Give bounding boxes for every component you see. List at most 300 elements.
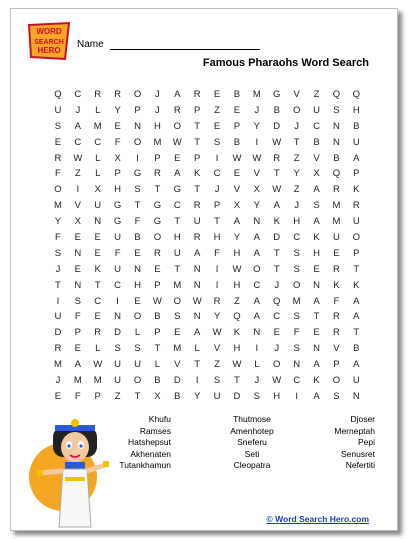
grid-letter: J [254,375,260,387]
name-blank-line [110,40,260,50]
word-item: Merneptah [334,425,375,436]
grid-letter: U [193,216,201,228]
grid-letter: U [114,375,122,387]
grid-letter: S [174,311,181,323]
grid-letter: H [233,343,241,355]
grid-letter: A [353,359,360,371]
grid-letter: O [133,311,142,323]
grid-letter: S [74,295,81,307]
grid-letter: S [54,247,62,259]
grid-letter: O [273,359,281,371]
grid-letter: I [215,263,219,275]
grid-letter: V [213,343,221,355]
grid-letter: G [113,216,122,228]
grid-letter: J [75,104,81,116]
grid-letter: J [274,343,280,355]
grid-letter: S [333,390,340,402]
grid-letter: W [272,136,282,148]
grid-letter: V [233,184,241,196]
grid-letter: N [313,279,320,291]
page-title: Famous Pharaohs Word Search [202,57,369,69]
grid-letter: J [155,89,160,100]
grid-letter: X [94,184,101,196]
grid-letter: B [134,232,141,244]
grid-letter: J [155,104,160,116]
grid-letter: E [154,263,161,275]
grid-letter: S [134,343,141,355]
grid-letter: U [134,359,141,371]
grid-letter: G [153,200,162,212]
grid-letter: U [114,359,122,371]
grid-letter: Y [54,216,62,228]
grid-letter: H [273,390,281,402]
grid-letter: K [194,168,201,180]
grid-letter: N [193,311,201,323]
grid-letter: J [55,263,61,275]
grid-letter: D [273,232,281,244]
grid-letter: W [272,375,282,387]
grid-letter: C [273,311,281,323]
grid-letter: P [154,152,161,164]
grid-letter: K [353,279,360,291]
word-item: Khufu [148,414,171,424]
grid-letter: S [213,136,221,148]
grid-letter: A [74,120,81,132]
grid-letter: M [153,136,162,148]
grid-letter: G [153,216,162,228]
grid-letter: I [136,152,139,164]
logo-line-1: WORD [36,27,62,36]
grid-letter: P [194,152,201,164]
grid-letter: E [134,247,141,259]
grid-letter: T [313,311,320,323]
grid-letter: L [194,343,200,355]
grid-letter: E [333,247,340,259]
grid-letter: A [253,247,261,259]
grid-letter: Y [194,390,201,402]
grid-letter: T [194,359,201,371]
word-item: Pepi [357,437,375,448]
grid-letter: N [134,263,141,275]
grid-letter: O [292,279,301,291]
grid-letter: R [332,184,340,196]
grid-letter: W [172,136,182,148]
grid-letter: P [333,359,340,371]
grid-letter: P [154,327,161,339]
grid-letter: R [94,89,102,100]
grid-letter: M [173,279,182,291]
grid-letter: A [253,311,261,323]
grid-letter: A [233,216,241,228]
grid-letter: R [153,247,161,259]
grid-letter: B [154,375,161,387]
grid-letter: R [173,104,181,116]
grid-letter: O [332,375,341,387]
grid-letter: D [233,390,241,402]
grid-letter: Z [293,152,300,164]
grid-letter: M [73,375,82,387]
grid-letter: I [195,375,199,387]
grid-letter: Z [234,295,240,307]
grid-letter: I [295,390,298,402]
grid-letter: W [152,295,162,307]
grid-letter: H [352,104,360,116]
word-item: Hatshepsut [128,437,171,448]
grid-letter: A [74,359,81,371]
grid-letter: M [93,375,102,387]
grid-letter: K [353,184,360,196]
grid-letter: P [233,120,241,132]
grid-letter: T [194,136,201,148]
word-item: Tutankhamun [119,460,171,471]
word-search-hero-logo [25,21,73,61]
grid-letter: K [313,232,320,244]
grid-letter: E [74,232,81,244]
grid-letter: B [233,89,241,100]
word-item: Seti [244,448,260,459]
worksheet-page [10,8,398,531]
grid-letter: C [313,120,320,132]
grid-letter: P [134,104,141,116]
grid-letter: H [153,120,161,132]
grid-letter: K [94,263,101,275]
grid-letter: W [252,152,262,164]
word-item: Akhenaten [130,448,171,459]
grid-letter: F [74,311,81,323]
grid-letter: B [353,343,360,355]
grid-letter: E [174,152,181,164]
grid-letter: T [353,327,360,339]
grid-letter: Z [74,168,81,180]
grid-letter: R [213,295,221,307]
grid-letter: L [95,168,101,180]
grid-letter: E [213,89,221,100]
grid-letter: Z [214,359,220,371]
grid-letter: S [333,104,340,116]
grid-letter: N [74,247,82,259]
grid-letter: G [273,89,281,100]
grid-letter: M [53,200,62,212]
grid-letter: P [154,279,161,291]
grid-letter: U [54,104,62,116]
grid-letter: A [273,200,280,212]
grid-letter: C [253,279,261,291]
grid-letter: T [273,263,280,275]
grid-letter: L [254,359,260,371]
grid-letter: F [74,390,81,402]
grid-letter: X [233,200,241,212]
grid-letter: C [74,89,82,100]
grid-letter: Q [54,89,62,100]
grid-letter: C [293,232,301,244]
grid-letter: J [254,104,260,116]
grid-letter: U [352,375,360,387]
grid-letter: C [94,136,102,148]
grid-letter: J [294,200,299,212]
grid-letter: T [154,343,161,355]
grid-letter: H [173,232,181,244]
grid-letter: E [313,263,320,275]
grid-letter: E [233,104,241,116]
grid-letter: N [193,279,201,291]
grid-letter: D [114,327,122,339]
grid-letter: S [313,200,320,212]
grid-letter: T [194,120,201,132]
grid-letter: Y [293,168,300,180]
word-item: Ramses [139,425,171,436]
grid-letter: S [54,120,62,132]
grid-letter: T [353,263,360,275]
grid-letter: V [333,343,340,355]
footer-link[interactable]: © Word Search Hero.com [266,514,369,524]
grid-letter: T [154,184,161,196]
grid-letter: T [55,279,61,291]
grid-letter: A [313,184,320,196]
grid-letter: W [73,152,83,164]
grid-letter: L [95,152,101,164]
grid-letter: D [173,375,181,387]
grid-letter: V [313,152,320,164]
word-list-col-3 [293,414,375,472]
grid-letter: L [95,343,101,355]
grid-letter: O [352,232,360,244]
grid-letter: T [134,390,141,402]
grid-letter: S [114,343,121,355]
grid-letter: H [233,279,241,291]
grid-letter: R [332,263,340,275]
grid-letter: B [154,311,161,323]
grid-letter: V [174,359,181,371]
grid-letter: A [353,311,360,323]
grid-letter: A [313,390,320,402]
word-item: Senusret [340,448,375,459]
grid-letter: Y [253,120,261,132]
grid-letter: Q [332,89,341,100]
grid-letter: O [133,136,142,148]
grid-letter: L [134,327,141,339]
grid-letter: M [93,120,102,132]
grid-letter: W [232,263,242,275]
grid-letter: G [173,184,181,196]
grid-letter: O [173,295,181,307]
grid-letter: N [134,120,141,132]
grid-letter: T [214,216,220,228]
grid-letter: P [74,327,81,339]
word-item: Amenhotep [230,425,274,436]
grid-letter: O [173,120,181,132]
grid-letter: A [353,152,360,164]
grid-letter: R [193,89,201,100]
grid-letter: S [293,263,300,275]
grid-letter: N [253,216,261,228]
grid-letter: C [213,168,221,180]
grid-letter: M [332,216,341,228]
grid-letter: H [293,216,301,228]
grid-letter: U [213,390,221,402]
grid-letter: J [274,279,280,291]
grid-letter: R [114,89,122,100]
grid-letter: U [114,232,122,244]
logo-line-2: SEARCH [34,39,64,46]
grid-letter: B [313,136,320,148]
grid-letter: F [55,168,61,180]
grid-letter: O [133,89,142,100]
grid-letter: H [313,247,320,259]
grid-letter: E [94,247,101,259]
grid-letter: F [134,216,141,228]
grid-letter: E [233,168,241,180]
grid-letter: C [74,136,82,148]
grid-letter: F [114,247,121,259]
grid-letter: W [232,152,242,164]
grid-letter: N [332,136,340,148]
grid-letter: U [332,232,340,244]
grid-letter: P [94,390,101,402]
grid-letter: F [114,136,121,148]
cleopatra-illustration [25,407,125,531]
grid-letter: E [273,327,280,339]
name-label: Name [77,39,104,50]
grid-letter: R [54,152,62,164]
grid-letter: I [255,136,259,148]
grid-letter: L [95,104,101,116]
grid-letter: O [153,232,162,244]
grid-letter: Y [253,200,261,212]
grid-letter: U [352,136,360,148]
grid-letter: U [114,263,122,275]
grid-letter: R [193,232,201,244]
grid-letter: S [213,375,221,387]
grid-letter: U [94,200,102,212]
grid-letter: A [313,295,320,307]
grid-letter: R [332,327,340,339]
grid-letter: A [194,327,201,339]
grid-letter: L [154,359,161,371]
grid-letter: I [56,295,60,307]
grid-letter: C [173,200,181,212]
grid-letter: O [253,263,261,275]
grid-letter: Y [233,232,241,244]
grid-letter: Y [213,311,221,323]
grid-letter: U [352,216,360,228]
grid-letter: P [194,104,201,116]
grid-letter: A [353,295,360,307]
grid-letter: J [55,375,61,387]
grid-letter: V [253,168,261,180]
logo-line-3: HERO [37,46,61,55]
grid-letter: N [332,120,340,132]
grid-letter: K [233,327,241,339]
grid-letter: S [253,390,261,402]
grid-letter: M [292,295,301,307]
grid-letter: T [174,216,181,228]
grid-letter: S [293,247,300,259]
grid-letter: N [352,390,360,402]
grid-letter: T [134,200,141,212]
grid-letter: E [114,120,121,132]
grid-letter: N [94,216,102,228]
grid-letter: H [114,184,122,196]
grid-letter: X [114,152,121,164]
grid-letter: N [293,359,301,371]
grid-letter: A [253,295,261,307]
grid-letter: D [273,120,281,132]
grid-letter: B [353,120,360,132]
grid-letter: F [333,295,340,307]
grid-letter: R [54,343,62,355]
grid-letter: O [292,104,301,116]
grid-letter: F [214,247,220,259]
grid-letter: V [293,89,300,100]
grid-letter: Q [233,311,241,323]
grid-letter: B [333,152,340,164]
grid-letter: X [253,184,261,196]
grid-letter: B [233,136,241,148]
grid-letter: E [134,295,141,307]
grid-letter: A [174,89,181,100]
name-field [77,39,260,50]
grid-letter: W [93,359,103,371]
grid-letter: N [74,279,82,291]
grid-letter: N [313,343,320,355]
grid-letter: T [234,375,240,387]
grid-letter: N [114,311,122,323]
grid-letter: K [333,279,340,291]
grid-letter: Z [214,104,220,116]
grid-letter: E [313,327,320,339]
grid-letter: W [212,327,222,339]
grid-letter: B [273,104,280,116]
grid-letter: T [293,136,300,148]
grid-letter: X [313,168,320,180]
grid-letter: A [313,216,320,228]
grid-letter: A [313,359,320,371]
grid-letter: R [273,152,281,164]
grid-letter: M [173,343,182,355]
grid-letter: C [94,295,102,307]
grid-letter: N [253,327,261,339]
grid-letter: I [116,295,119,307]
word-item: Nefertiti [345,460,375,471]
grid-letter: C [293,375,301,387]
word-item: Cleopatra [233,460,271,471]
grid-letter: I [76,184,80,196]
grid-letter: A [174,168,181,180]
word-list-col-2 [207,414,297,472]
word-item: Sneferu [237,437,267,448]
grid-letter: Z [313,89,320,100]
grid-letter: H [134,279,141,291]
grid-letter: J [294,120,299,132]
grid-letter: Q [273,295,281,307]
grid-letter: F [55,232,61,244]
grid-letter: U [54,311,62,323]
grid-letter: P [213,200,221,212]
grid-letter: K [313,375,320,387]
grid-letter: B [174,390,181,402]
grid-letter: F [293,327,300,339]
grid-letter: E [74,263,81,275]
word-item: Thutmose [233,414,271,424]
grid-letter: Z [293,184,300,196]
grid-letter: E [213,120,221,132]
grid-letter: V [74,200,81,212]
grid-letter: P [114,168,121,180]
grid-letter: E [54,136,62,148]
grid-letter: T [94,279,101,291]
grid-letter: P [353,168,360,180]
grid-letter: E [54,390,62,402]
